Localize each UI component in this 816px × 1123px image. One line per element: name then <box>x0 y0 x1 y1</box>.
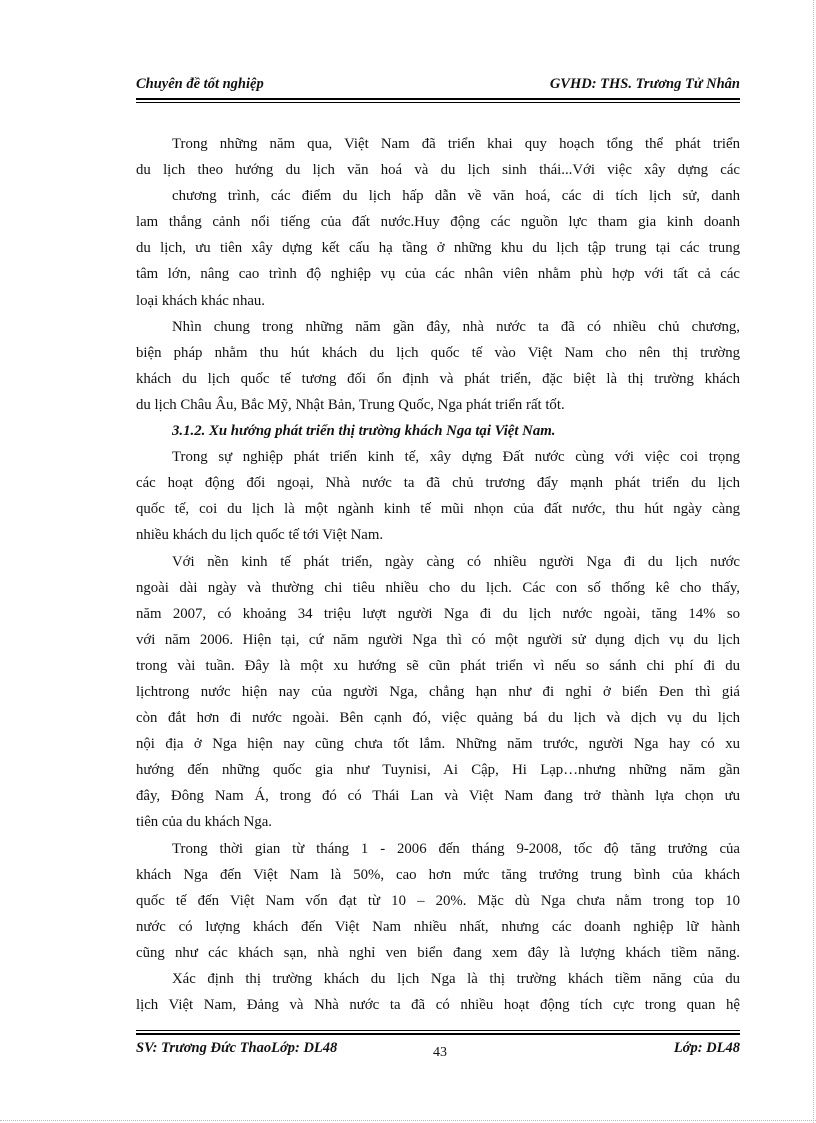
text-line: Với nền kinh tế phát triển, ngày càng có nhiều người Nga đi du lịch nước <box>172 553 740 570</box>
text-line: nhiều khách du lịch quốc tế tới Việt Nam. <box>136 527 384 544</box>
text-line: quốc tế đến Việt Nam vốn đạt từ 10 – 20%. Mặc dù Nga chưa nằm trong top 10 <box>136 892 740 909</box>
text-line: đây, Đông Nam Á, trong đó có Thái Lan và Việt Nam đang trở thành lựa chọn ưu <box>136 788 740 805</box>
page-edge-right <box>813 0 814 1123</box>
text-line: khách Nga đến Việt Nam là 50%, cao hơn mức tăng trưởng trung bình của khách <box>136 866 740 883</box>
text-line: ngoài dài ngày và thường chi tiêu nhiều cho du lịch. Các con số thống kê cho thấy, <box>136 579 740 596</box>
text-line: Nhìn chung trong những năm gần đây, nhà nước ta đã có nhiều chủ chương, <box>172 318 740 335</box>
text-line: Trong thời gian từ tháng 1 - 2006 đến tháng 9-2008, tốc độ tăng trưởng của <box>172 840 740 857</box>
page-header <box>136 72 740 100</box>
text-line: tiên của du khách Nga. <box>136 814 272 831</box>
text-line: trong vài tuần. Đây là một xu hướng sẽ cũn phát triển vì nếu so sánh chi phí đi du <box>136 657 740 674</box>
text-line: quốc tế, coi du lịch là một ngành kinh tế mũi nhọn của đất nước, thu hút ngày càng <box>136 501 740 518</box>
text-line: Trong sự nghiệp phát triển kinh tế, xây dựng Đất nước cùng với việc coi trọng <box>172 449 740 466</box>
text-line: loại khách khác nhau. <box>136 292 266 309</box>
page-footer <box>136 1030 740 1059</box>
text-line: du lịch, ưu tiên xây dựng kết cấu hạ tầng ở những khu du lịch tập trung tại các trung <box>136 240 740 257</box>
text-line: biện pháp nhằm thu hút khách du lịch quốc tế vào Việt Nam cho nên thị trường <box>136 344 740 361</box>
text-line: Xác định thị trường khách du lịch Nga là thị trường khách tiềm năng của du <box>172 971 740 987</box>
text-line: tâm lớn, nâng cao trình độ nghiệp vụ của các nhân viên nhằm phù hợp với tất cả các <box>136 266 740 283</box>
text-line: năm 2007, có khoảng 34 triệu lượt người Nga đi du lịch nước ngoài, tăng 14% so <box>136 605 740 622</box>
page-edge-bottom <box>0 1120 816 1121</box>
text-line: nội địa ở Nga hiện nay cũng chưa tốt lắm. Những năm trước, người Nga hay có xu <box>136 736 740 753</box>
header-advisor: GVHD: THS. Trương Tử Nhân <box>549 76 740 92</box>
text-line: lịchtrong nước hiện nay của người Nga, chẳng hạn như đi nghỉ ở biển Đen thì giá <box>136 683 740 700</box>
text-line: du lịch Châu Âu, Bắc Mỹ, Nhật Bản, Trung Quốc, Nga phát triển rất tốt. <box>136 396 565 413</box>
header-title: Chuyên đề tốt nghiệp <box>136 76 264 92</box>
text-line: lịch Việt Nam, Đảng và Nhà nước ta đã có nhiều hoạt động tích cực trong quan hệ <box>136 997 740 1014</box>
footer-class: Lớp: DL48 <box>673 1040 740 1056</box>
text-line: du lịch theo hướng du lịch văn hoá và du lịch sinh thái...Với việc xây dựng các <box>136 162 740 179</box>
text-line: nước có lượng khách đến Việt Nam nhiều nhất, nhưng các doanh nghiệp lữ hành <box>136 918 740 935</box>
footer-student: SV: Trương Đức ThaoLớp: DL48 <box>136 1040 338 1056</box>
text-line: Trong những năm qua, Việt Nam đã triển khai quy hoạch tổng thể phát triển <box>172 136 740 152</box>
document-body <box>136 131 740 1018</box>
text-line: với năm 2006. Hiện tại, cứ năm người Nga thì có một người sử dụng dịch vụ du lịch <box>136 631 740 648</box>
text-line: lam thắng cảnh nổi tiếng của đất nước.Huy động các nguồn lực tham gia kinh doanh <box>136 214 740 231</box>
section-heading: 3.1.2. Xu hướng phát triển thị trường khách Nga tại Việt Nam. <box>172 423 556 440</box>
text-line: các hoạt động đối ngoại, Nhà nước ta đã chủ trương đẩy mạnh phát triển du lịch <box>136 475 740 492</box>
text-line: cũng như các khách sạn, nhà nghỉ ven biển đang xem đây là lượng khách tiềm năng. <box>136 944 740 961</box>
text-line: hướng đến những quốc gia như Tuynisi, Ai Cập, Hi Lạp…nhưng những năm gần <box>136 762 740 779</box>
page-number: 43 <box>433 1045 447 1060</box>
text-line: còn đắt hơn đi nước ngoài. Bên cạnh đó, việc quảng bá du lịch và dịch vụ du lịch <box>136 710 740 727</box>
text-line: khách du lịch quốc tế tương đối ổn định và phát triển, đặc biệt là thị trường khách <box>136 370 740 387</box>
text-line: chương trình, các điểm du lịch hấp dẫn về văn hoá, các di tích lịch sử, danh <box>172 188 740 205</box>
